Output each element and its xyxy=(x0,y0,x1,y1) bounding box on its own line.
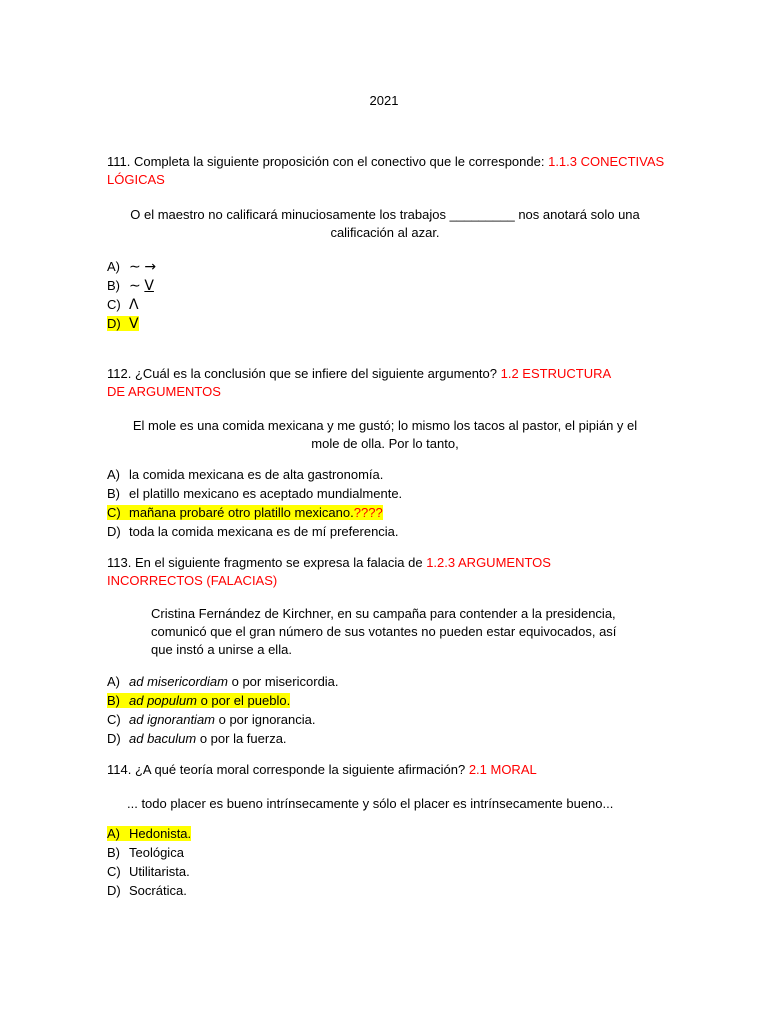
option-d xyxy=(107,315,156,334)
question-112-statement xyxy=(110,417,660,453)
question-112 xyxy=(107,365,667,401)
question-111-topic: 1.1.3 CONECTIVAS LÓGICAS xyxy=(107,154,665,187)
option-text: la comida mexicana es de alta gastronomía. xyxy=(129,467,384,482)
option-text: Utilitarista. xyxy=(129,864,190,879)
statement-part: El mole es una comida mexicana y me gustó; lo mismo los tacos al pastor, el pipián y el xyxy=(132,418,638,433)
exclusive-or-symbol: V xyxy=(144,278,154,294)
option-letter: D) xyxy=(107,731,121,746)
option-b xyxy=(107,485,402,504)
question-111 xyxy=(107,153,667,189)
question-113-prompt: 113. En el siguiente fragmento se expresa la falacia de xyxy=(107,555,423,570)
option-letter: C) xyxy=(107,505,121,520)
option-d xyxy=(107,882,191,901)
option-letter: B) xyxy=(107,845,120,860)
question-114-prompt: 114. ¿A qué teoría moral corresponde la siguiente afirmación? xyxy=(107,762,466,777)
option-note: ???? xyxy=(353,505,383,520)
option-letter: B) xyxy=(107,693,120,708)
option-text: Hedonista. xyxy=(129,826,192,841)
blank-line: _________ xyxy=(449,207,515,222)
question-113-options xyxy=(107,673,339,749)
or-symbol: V xyxy=(129,316,139,332)
question-113-topic: INCORRECTOS (FALACIAS) xyxy=(107,573,278,588)
option-a xyxy=(107,673,339,692)
question-112-prompt: 112. ¿Cuál es la conclusión que se infiere del siguiente argumento? xyxy=(107,366,497,381)
option-letter: B) xyxy=(107,486,120,501)
year-header: 2021 xyxy=(369,93,399,108)
option-letter: A) xyxy=(107,674,120,689)
option-letter: A) xyxy=(107,259,120,274)
tilde-symbol: ∼ xyxy=(129,259,141,275)
option-letter: C) xyxy=(107,712,121,727)
statement-line: comunicó que el gran número de sus votantes no pueden estar equivocados, así xyxy=(151,624,617,639)
option-letter: C) xyxy=(107,297,121,312)
statement-part: calificación al azar. xyxy=(330,225,440,240)
arrow-symbol: → xyxy=(144,259,157,275)
tilde-symbol: ∼ xyxy=(129,278,141,294)
question-114-statement: ... todo placer es bueno intrínsecamente y sólo el placer es intrínsecamente bueno... xyxy=(127,796,614,811)
statement-part: O el maestro no calificará minuciosamente los trabajos xyxy=(130,207,446,222)
option-latin: ad ignorantiam xyxy=(129,712,215,727)
question-113 xyxy=(107,554,667,590)
option-c xyxy=(107,296,156,315)
option-letter: A) xyxy=(107,467,120,482)
statement-line: Cristina Fernández de Kirchner, en su campaña para contender a la presidencia, xyxy=(151,606,616,621)
option-text: o por la fuerza. xyxy=(196,731,287,746)
option-b xyxy=(107,844,191,863)
option-c xyxy=(107,504,402,523)
option-text: el platillo mexicano es aceptado mundialmente. xyxy=(129,486,403,501)
option-latin: ad misericordiam xyxy=(129,674,228,689)
option-letter: B) xyxy=(107,278,120,293)
option-c xyxy=(107,863,191,882)
option-text: mañana probaré otro platillo mexicano. xyxy=(129,505,354,520)
question-113-topic: 1.2.3 ARGUMENTOS xyxy=(426,555,551,570)
option-letter: D) xyxy=(107,524,121,539)
option-b xyxy=(107,692,339,711)
option-letter: D) xyxy=(107,316,121,331)
statement-part: mole de olla. Por lo tanto, xyxy=(311,436,459,451)
option-letter: A) xyxy=(107,826,120,841)
option-b xyxy=(107,277,156,296)
option-text: o por el pueblo. xyxy=(196,693,291,708)
option-text: Teológica xyxy=(129,845,184,860)
question-112-topic: DE ARGUMENTOS xyxy=(107,384,221,399)
option-a xyxy=(107,466,402,485)
option-latin: ad baculum xyxy=(129,731,197,746)
option-letter: C) xyxy=(107,864,121,879)
question-111-options xyxy=(107,258,156,334)
option-a xyxy=(107,825,191,844)
option-text: o por ignorancia. xyxy=(215,712,316,727)
option-c xyxy=(107,711,339,730)
question-114-options xyxy=(107,825,191,901)
statement-part: nos anotará solo una xyxy=(518,207,640,222)
question-113-statement xyxy=(151,605,651,659)
statement-line: que instó a unirse a ella. xyxy=(151,642,292,657)
option-a xyxy=(107,258,156,277)
option-text: Socrática. xyxy=(129,883,187,898)
question-114 xyxy=(107,761,667,779)
question-111-prompt: 111. Completa la siguiente proposición con el conectivo que le corresponde: xyxy=(107,154,545,169)
option-latin: ad populum xyxy=(129,693,197,708)
question-111-statement xyxy=(110,206,660,242)
option-text: toda la comida mexicana es de mí preferencia. xyxy=(129,524,399,539)
option-letter: D) xyxy=(107,883,121,898)
question-114-topic: 2.1 MORAL xyxy=(468,762,537,777)
option-text: o por misericordia. xyxy=(227,674,339,689)
option-d xyxy=(107,730,339,749)
and-symbol: Λ xyxy=(129,297,139,313)
question-112-topic: 1.2 ESTRUCTURA xyxy=(500,366,612,381)
option-d xyxy=(107,523,402,542)
question-112-options xyxy=(107,466,402,542)
